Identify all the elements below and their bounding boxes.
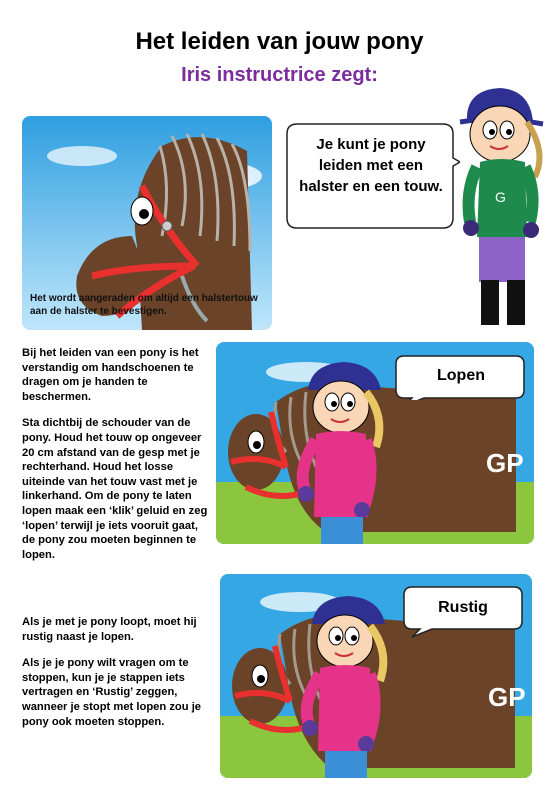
gp-logo: GP — [486, 448, 524, 478]
svg-text:G: G — [495, 189, 506, 205]
section1-paragraph-1: Bij het leiden van een pony is het verstandig om handschoenen te dragen om je handen te beschermen. — [22, 347, 199, 403]
page-subtitle: Iris instructrice zegt: — [181, 64, 378, 86]
intro-speech-text: Je kunt je pony leiden met een halster en een touw. — [299, 136, 443, 195]
intro-illustration-panel — [22, 116, 272, 330]
section2-paragraph-1: Als je met je pony loopt, moet hij rustig naast je lopen. — [22, 616, 197, 643]
section1-text — [22, 346, 212, 574]
page-title: Het leiden van jouw pony — [135, 28, 424, 55]
rustig-speech-text: Rustig — [438, 599, 488, 616]
lopen-speech-text: Lopen — [437, 367, 485, 384]
section2-paragraph-2: Als je je pony wilt vragen om te stoppen, kun je je stappen iets vertragen en ‘Rustig’ zeggen, wanneer je stopt met lopen zou je pony ook moeten stoppen. — [22, 657, 202, 728]
section2-text — [22, 615, 212, 741]
instructor-figure — [455, 82, 550, 332]
gp-logo: GP — [488, 682, 526, 712]
section1-paragraph-2: Sta dichtbij de schouder van de pony. Houd het touw op ongeveer 20 cm afstand van de gesp met je rechterhand. Houd het losse uiteinde van het touw vast met je linkerhand. Om de pony te laten lopen maak een ‘klik’ geluid en zeg ‘lopen’ terwijl je iets vooruit gaat, de pony zou moeten beginnen te lopen. — [22, 417, 208, 561]
intro-caption: Het wordt aangeraden om altijd een halstertouw aan de halster te bevestigen. — [30, 293, 258, 317]
